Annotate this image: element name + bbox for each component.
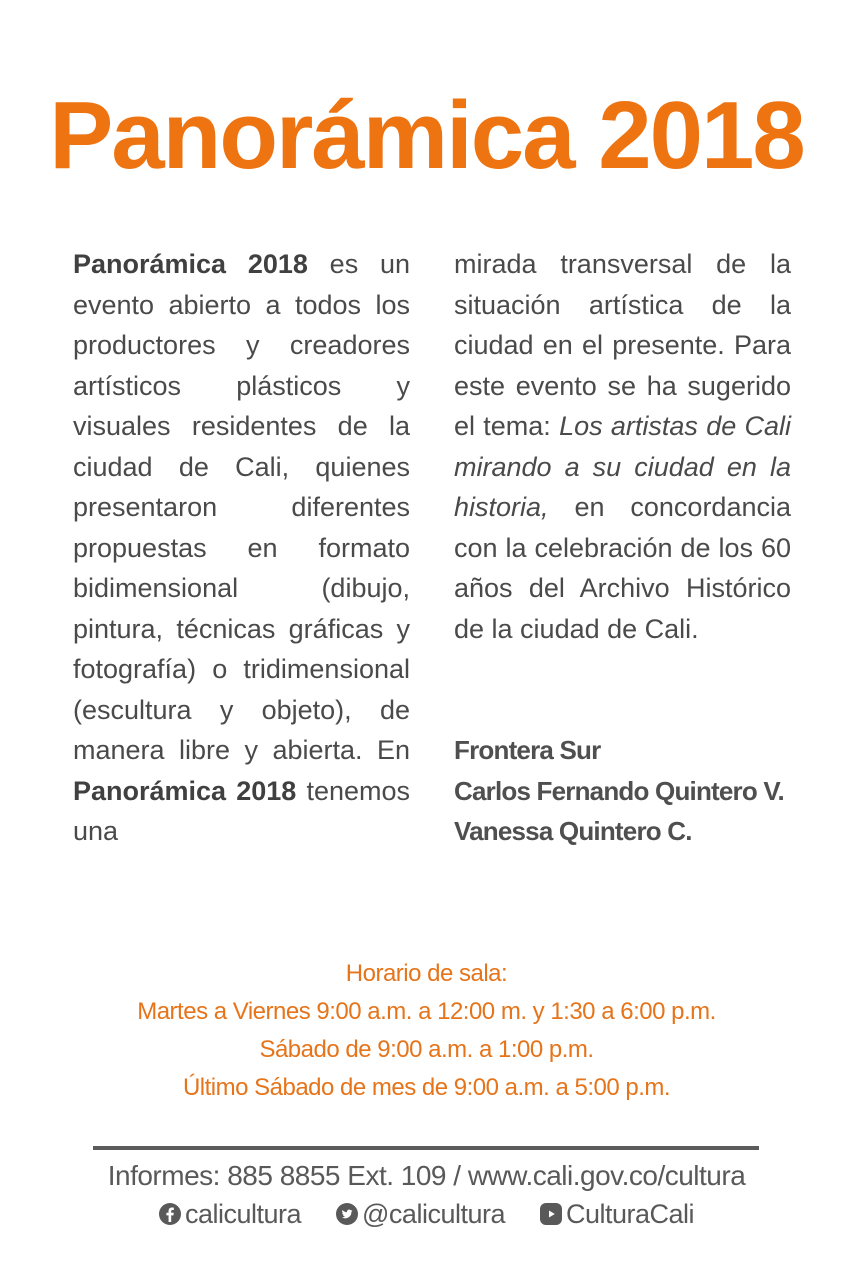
facebook-icon (159, 1203, 181, 1225)
divider (93, 1146, 759, 1150)
youtube-icon (540, 1203, 562, 1225)
body-text: mirada transversal de la situación artística de la ciudad en el presente. Para este evento se ha sugerido el tema: (454, 249, 791, 441)
schedule-line: Último Sábado de mes de 9:00 a.m. a 5:00 p.m. (182, 1074, 671, 1101)
credits (454, 730, 784, 852)
event-name-bold: Panorámica 2018 (73, 775, 297, 806)
theme-italic: Los artistas de Cali mirando a su ciudad en la historia, (454, 411, 792, 522)
twitter-link[interactable] (336, 1199, 505, 1230)
contact-info: Informes: 885 8855 Ext. 109 / www.cali.gov.co/cultura (107, 1160, 746, 1191)
page-title: Panorámica 2018 (49, 82, 804, 189)
credit-line: Carlos Fernando Quintero V. (454, 775, 784, 806)
schedule (0, 955, 853, 1107)
schedule-line: Martes a Viernes 9:00 a.m. a 12:00 m. y 1:30 a 6:00 p.m. (137, 998, 716, 1025)
body-text: tenemos una (73, 775, 411, 846)
body-column-left (73, 244, 410, 852)
youtube-handle: CulturaCali (566, 1199, 695, 1230)
body-column-right (454, 244, 791, 649)
body-text: es un evento abierto a todos los productores y creadores artísticos plásticos y visuales residentes de la ciudad de Cali, quienes presentaron diferentes propuestas en formato bidimensional (dibujo, pintura, técnicas gráficas y fotografía) o tridimensional (escultura y objeto), de manera libre y abierta. En (73, 249, 410, 765)
credit-line: Vanessa Quintero C. (454, 816, 692, 846)
body-text: en concordancia con la celebración de los 60 años del Archivo Histórico de la ciudad de Cali. (454, 492, 791, 644)
event-name-bold: Panorámica 2018 (73, 249, 308, 279)
facebook-link[interactable] (159, 1199, 301, 1230)
twitter-handle: @calicultura (362, 1199, 505, 1230)
schedule-line: Sábado de 9:00 a.m. a 1:00 p.m. (259, 1036, 594, 1063)
credit-line: Frontera Sur (454, 735, 601, 765)
facebook-handle: calicultura (184, 1199, 301, 1230)
social-links (0, 1198, 853, 1230)
youtube-link[interactable] (540, 1199, 694, 1230)
twitter-icon (336, 1203, 358, 1225)
schedule-heading: Horario de sala: (345, 960, 508, 987)
